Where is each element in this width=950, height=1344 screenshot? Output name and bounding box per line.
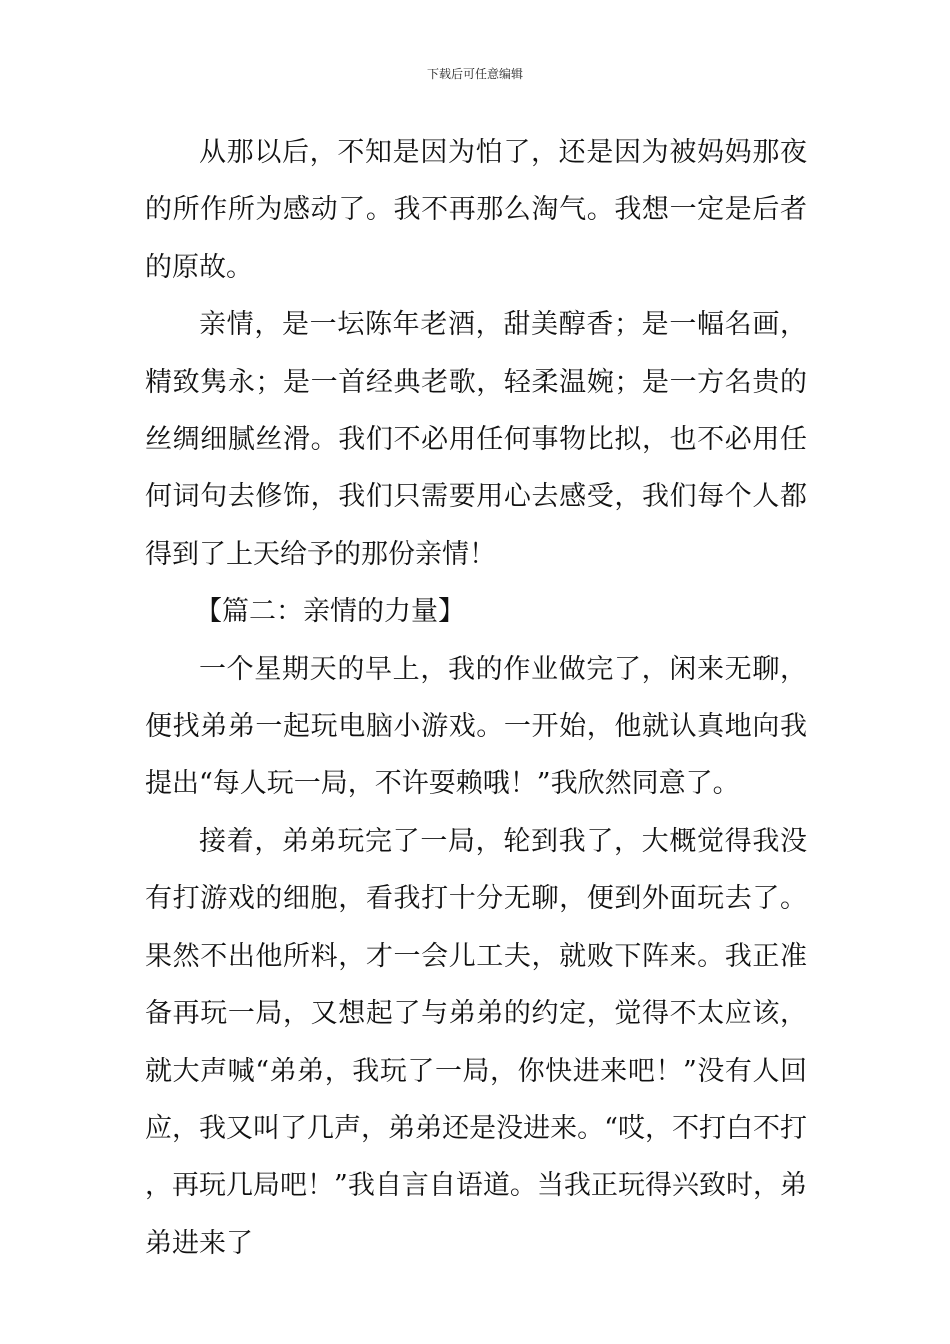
- document-body: [145, 124, 807, 1272]
- paragraph-game-story: 接着，弟弟玩完了一局，轮到我了，大概觉得我没有打游戏的细胞，看我打十分无聊，便到外面玩去了。果然不出他所料，才一会儿工夫，就败下阵来。我正准备再玩一局，又想起了与弟弟的约定，觉得不太应该，就大声喊“弟弟，我玩了一局，你快进来吧！”没有人回应，我又叫了几声，弟弟还是没进来。“哎，不打白不打，再玩几局吧！”我自言自语道。当我正玩得兴致时，弟弟进来了: [145, 825, 807, 1259]
- paragraph-family-love: 亲情，是一坛陈年老酒，甜美醇香；是一幅名画，精致隽永；是一首经典老歌，轻柔温婉；是一方名贵的丝绸细腻丝滑。我们不必用任何事物比拟，也不必用任何词句去修饰，我们只需要用心去感受，我们每个人都得到了上天给予的那份亲情！: [145, 309, 807, 570]
- paragraph-afterward: 从那以后，不知是因为怕了，还是因为被妈妈那夜的所作所为感动了。我不再那么淘气。我想一定是后者的原故。: [145, 137, 807, 283]
- page-header: 下载后可任意编辑: [426, 67, 523, 81]
- paragraph-sunday-morning: 一个星期天的早上，我的作业做完了，闲来无聊，便找弟弟一起玩电脑小游戏。一开始，他就认真地向我提出“每人玩一局，不许耍赖哦！”我欣然同意了。: [145, 653, 807, 800]
- section-heading: 【篇二：亲情的力量】: [195, 596, 465, 628]
